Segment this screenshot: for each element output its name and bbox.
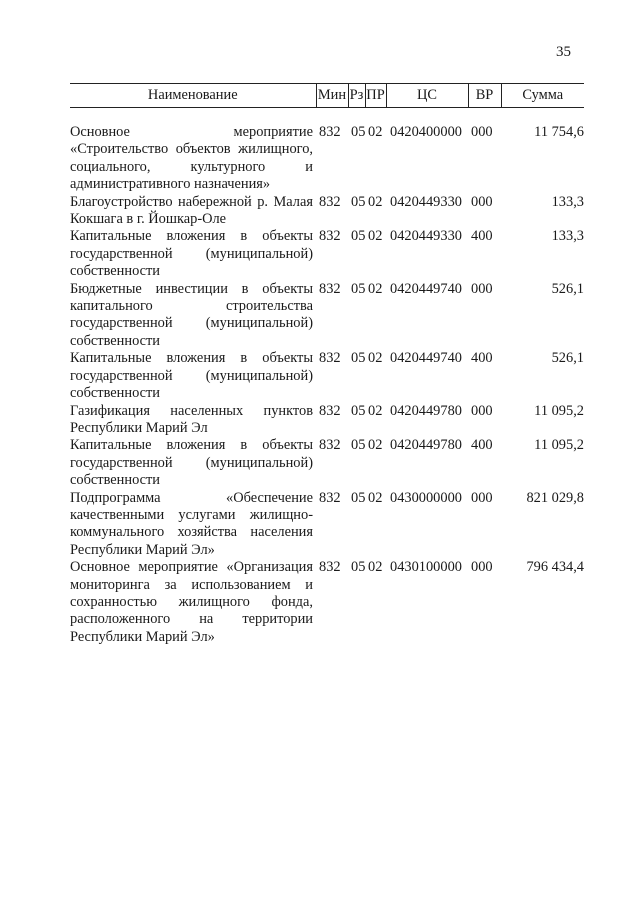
cell-sum: 11 754,6 — [534, 124, 584, 140]
cell-rz: 05 — [351, 228, 366, 245]
table-body — [70, 108, 584, 647]
cell-pr: 02 — [368, 280, 383, 297]
table-row — [70, 559, 584, 646]
table-row — [70, 403, 584, 438]
table-row — [70, 490, 584, 560]
table-row — [70, 350, 584, 402]
cell-min: 832 — [319, 124, 341, 140]
cell-min: 832 — [319, 489, 341, 506]
cell-vr: 000 — [471, 489, 493, 506]
cell-vr: 400 — [471, 437, 493, 454]
cell-min: 832 — [319, 228, 341, 245]
cell-pr: 02 — [368, 559, 383, 576]
cell-sum: 796 434,4 — [526, 559, 584, 576]
cell-pr: 02 — [368, 228, 383, 245]
cell-vr: 000 — [471, 559, 493, 576]
cell-name: Бюджетные инвестиции в объекты капитального строительства государственной (муниципальной) собственности — [70, 280, 313, 349]
table-row — [70, 437, 584, 489]
cell-pr: 02 — [368, 437, 383, 454]
header-vr: ВР — [468, 84, 501, 108]
cell-cs: 0420449330 — [390, 193, 462, 210]
cell-pr: 02 — [368, 402, 383, 419]
cell-rz: 05 — [351, 193, 366, 210]
budget-table — [70, 83, 584, 646]
header-name: Наименование — [70, 84, 316, 108]
cell-min: 832 — [319, 280, 341, 297]
cell-cs: 0430100000 — [390, 559, 462, 576]
cell-sum: 133,3 — [551, 228, 584, 245]
cell-vr: 000 — [471, 124, 493, 140]
cell-rz: 05 — [351, 280, 366, 297]
cell-cs: 0420449780 — [390, 437, 462, 454]
cell-min: 832 — [319, 559, 341, 576]
cell-min: 832 — [319, 402, 341, 419]
cell-rz: 05 — [351, 124, 366, 140]
cell-rz: 05 — [351, 559, 366, 576]
table-header — [70, 84, 584, 108]
cell-min: 832 — [319, 193, 341, 210]
header-min: Мин — [316, 84, 348, 108]
cell-sum: 526,1 — [551, 280, 584, 297]
cell-name: Газификация населенных пунктов Республики Марий Эл — [70, 402, 313, 436]
cell-sum: 133,3 — [551, 193, 584, 210]
cell-pr: 02 — [368, 124, 383, 140]
cell-min: 832 — [319, 437, 341, 454]
table-row — [70, 228, 584, 280]
cell-pr: 02 — [368, 193, 383, 210]
cell-cs: 0430000000 — [390, 489, 462, 506]
cell-sum: 11 095,2 — [534, 402, 584, 419]
cell-vr: 000 — [471, 280, 493, 297]
cell-cs: 0420449740 — [390, 350, 462, 367]
cell-rz: 05 — [351, 350, 366, 367]
cell-pr: 02 — [368, 489, 383, 506]
cell-pr: 02 — [368, 350, 383, 367]
cell-sum: 821 029,8 — [526, 489, 584, 506]
cell-cs: 0420400000 — [390, 124, 462, 140]
cell-sum: 526,1 — [551, 350, 584, 367]
cell-vr: 400 — [471, 228, 493, 245]
cell-name: Основное мероприятие «Строительство объектов жилищного, социального, культурного и административного назначения» — [70, 124, 313, 193]
page-number: 35 — [556, 44, 571, 60]
table-row — [70, 281, 584, 351]
cell-sum: 11 095,2 — [534, 437, 584, 454]
table-row — [70, 194, 584, 229]
cell-min: 832 — [319, 350, 341, 367]
header-pr: ПР — [365, 84, 386, 108]
cell-name: Капитальные вложения в объекты государственной (муниципальной) собственности — [70, 228, 313, 280]
header-cs: ЦС — [386, 84, 468, 108]
cell-name: Подпрограмма «Обеспечение качественными услугами жилищно-коммунального хозяйства населения Республики Марий Эл» — [70, 489, 313, 558]
table-row — [70, 124, 584, 194]
cell-rz: 05 — [351, 437, 366, 454]
cell-cs: 0420449780 — [390, 402, 462, 419]
cell-rz: 05 — [351, 402, 366, 419]
cell-vr: 000 — [471, 193, 493, 210]
cell-name: Основное мероприятие «Организация мониторинга за использованием и сохранностью жилищного фонда, расположенного на территории Республики Марий Эл» — [70, 559, 313, 645]
cell-vr: 400 — [471, 350, 493, 367]
header-sum: Сумма — [501, 84, 584, 108]
cell-name: Благоустройство набережной р. Малая Кокшага в г. Йошкар-Оле — [70, 193, 313, 228]
cell-name: Капитальные вложения в объекты государственной (муниципальной) собственности — [70, 437, 313, 489]
cell-rz: 05 — [351, 489, 366, 506]
cell-cs: 0420449330 — [390, 228, 462, 245]
cell-vr: 000 — [471, 402, 493, 419]
header-rz: Рз — [348, 84, 365, 108]
cell-cs: 0420449740 — [390, 280, 462, 297]
cell-name: Капитальные вложения в объекты государственной (муниципальной) собственности — [70, 350, 313, 402]
